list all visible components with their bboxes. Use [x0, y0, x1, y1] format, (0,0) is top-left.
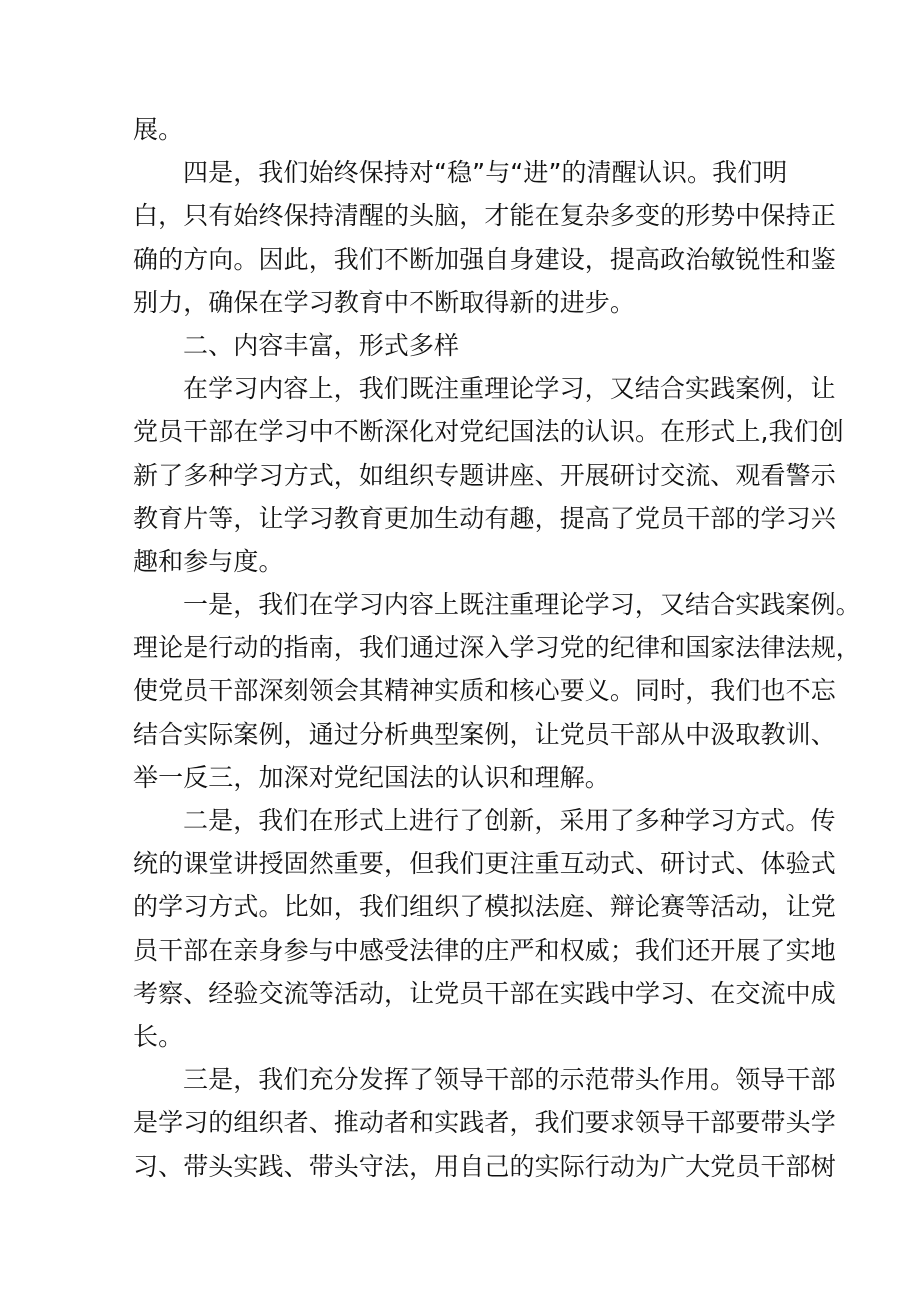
text-line: 考察、经验交流等活动，让党员干部在实践中学习、在交流中成	[133, 978, 836, 1008]
text-line: 党员干部在学习中不断深化对党纪国法的认识。在形式上,我们创	[133, 417, 844, 447]
text-line: 长。	[133, 1021, 184, 1051]
text-line: 别力，确保在学习教育中不断取得新的进步。	[133, 287, 636, 317]
text-line: 结合实际案例，通过分析典型案例，让党员干部从中汲取教训、	[133, 719, 836, 749]
text-line: 确的方向。因此，我们不断加强自身建设，提高政治敏锐性和鉴	[133, 244, 836, 274]
text-line: 四是，我们始终保持对“稳”与“进”的清醒认识。我们明	[183, 158, 788, 188]
text-line: 白，只有始终保持清醒的头脑，才能在复杂多变的形势中保持正	[133, 201, 836, 231]
text-line: 在学习内容上，我们既注重理论学习，又结合实践案例，让	[183, 374, 836, 404]
document-body	[133, 108, 861, 1188]
text-line: 教育片等，让学习教育更加生动有趣，提高了党员干部的学习兴	[133, 503, 836, 533]
text-line: 一是，我们在学习内容上既注重理论学习，又结合实践案例。	[183, 590, 861, 620]
text-line: 员干部在亲身参与中感受法律的庄严和权威；我们还开展了实地	[133, 935, 836, 965]
section-heading: 二、内容丰富，形式多样	[183, 330, 460, 360]
text-line: 展。	[133, 115, 184, 144]
text-line: 的学习方式。比如，我们组织了模拟法庭、辩论赛等活动，让党	[133, 892, 836, 922]
text-line: 新了多种学习方式，如组织专题讲座、开展研讨交流、观看警示	[133, 460, 836, 490]
text-line: 是学习的组织者、推动者和实践者，我们要求领导干部要带头学	[133, 1108, 836, 1138]
text-line: 理论是行动的指南，我们通过深入学习党的纪律和国家法律法规，	[133, 633, 861, 663]
text-line: 三是，我们充分发挥了领导干部的示范带头作用。领导干部	[183, 1065, 836, 1095]
text-line: 举一反三，加深对党纪国法的认识和理解。	[133, 762, 610, 792]
text-line: 使党员干部深刻领会其精神实质和核心要义。同时，我们也不忘	[133, 676, 836, 706]
text-line: 统的课堂讲授固然重要，但我们更注重互动式、研讨式、体验式	[133, 849, 836, 879]
text-line: 习、带头实践、带头守法，用自己的实际行动为广大党员干部树	[133, 1151, 836, 1181]
text-line: 趣和参与度。	[133, 546, 284, 576]
text-line: 二是，我们在形式上进行了创新，采用了多种学习方式。传	[183, 806, 836, 835]
